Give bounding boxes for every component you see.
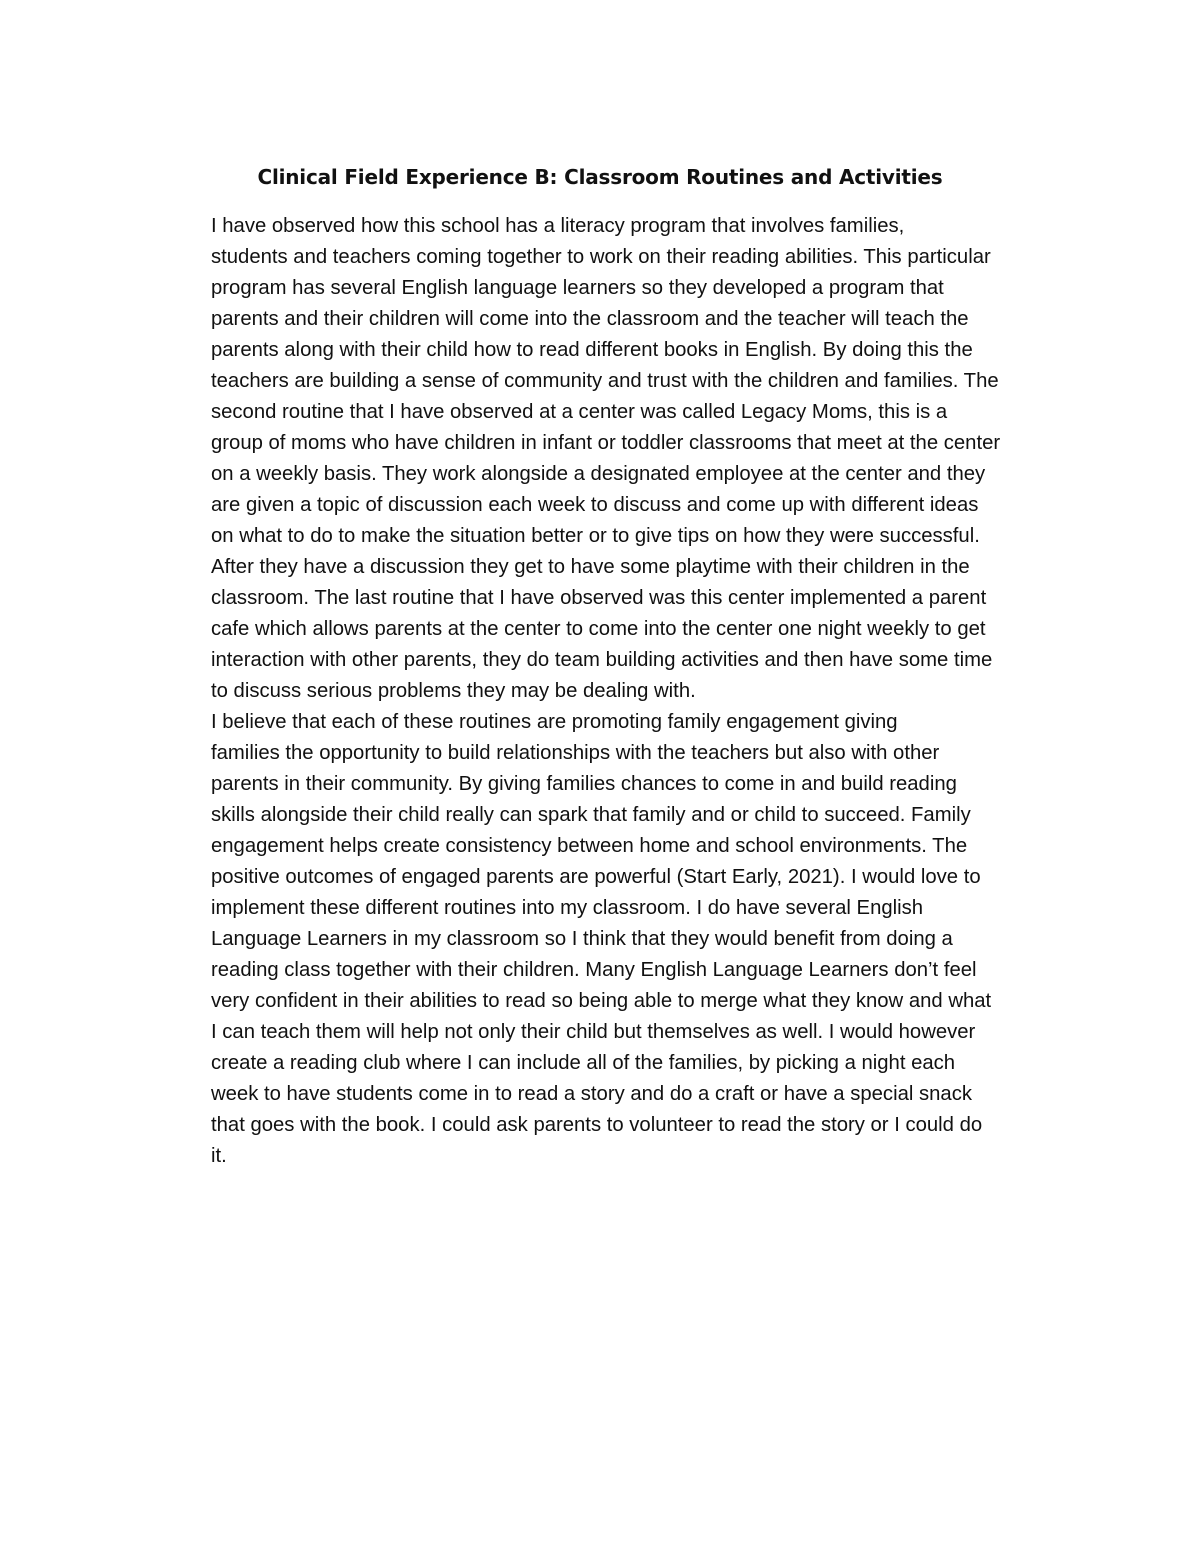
document-title: Clinical Field Experience B: Classroom Routines and Activities — [257, 165, 943, 189]
text-line: parents along with their child how to read different books in English. By doing this the — [211, 339, 973, 361]
document-body — [142, 211, 1060, 1172]
text-line: very confident in their abilities to read so being able to merge what they know and what — [211, 990, 992, 1012]
text-line: interaction with other parents, they do team building activities and then have some time — [211, 649, 993, 671]
text-line: I can teach them will help not only their child but themselves as well. I would however — [211, 1021, 976, 1043]
text-line: are given a topic of discussion each week to discuss and come up with different ideas — [211, 494, 979, 516]
paragraph-2 — [142, 707, 1060, 1172]
paragraph-1 — [142, 211, 1060, 707]
text-line: teachers are building a sense of community and trust with the children and families. The — [211, 370, 999, 392]
text-line: parents and their children will come into the classroom and the teacher will teach the — [211, 308, 969, 330]
text-line: families the opportunity to build relationships with the teachers but also with other — [211, 742, 940, 764]
text-line: it. — [211, 1145, 227, 1167]
text-line: I have observed how this school has a literacy program that involves families, — [211, 215, 905, 237]
text-line: After they have a discussion they get to have some playtime with their children in the — [211, 556, 970, 578]
text-line: that goes with the book. I could ask parents to volunteer to read the story or I could do — [211, 1114, 983, 1136]
text-line: program has several English language learners so they developed a program that — [211, 277, 944, 299]
text-line: parents in their community. By giving families chances to come in and build reading — [211, 773, 957, 795]
text-line: week to have students come in to read a story and do a craft or have a special snack — [211, 1083, 972, 1105]
text-line: Language Learners in my classroom so I think that they would benefit from doing a — [211, 928, 953, 950]
text-line: implement these different routines into my classroom. I do have several English — [211, 897, 924, 919]
text-line: group of moms who have children in infant or toddler classrooms that meet at the center — [211, 432, 1001, 454]
text-line: second routine that I have observed at a center was called Legacy Moms, this is a — [211, 401, 948, 423]
text-line: engagement helps create consistency between home and school environments. The — [211, 835, 968, 857]
text-line: to discuss serious problems they may be dealing with. — [211, 680, 696, 702]
text-line: on what to do to make the situation better or to give tips on how they were successful. — [211, 525, 980, 547]
text-line: skills alongside their child really can spark that family and or child to succeed. Family — [211, 804, 971, 826]
text-line: on a weekly basis. They work alongside a designated employee at the center and they — [211, 463, 986, 485]
text-line: positive outcomes of engaged parents are powerful (Start Early, 2021). I would love to — [211, 866, 981, 888]
text-line: create a reading club where I can include all of the families, by picking a night each — [211, 1052, 956, 1074]
text-line: cafe which allows parents at the center to come into the center one night weekly to get — [211, 618, 986, 640]
text-line: reading class together with their children. Many English Language Learners don’t feel — [211, 959, 977, 981]
text-line: students and teachers coming together to work on their reading abilities. This particular — [211, 246, 991, 268]
text-line: I believe that each of these routines are promoting family engagement giving — [211, 711, 898, 733]
text-line: classroom. The last routine that I have observed was this center implemented a parent — [211, 587, 987, 609]
